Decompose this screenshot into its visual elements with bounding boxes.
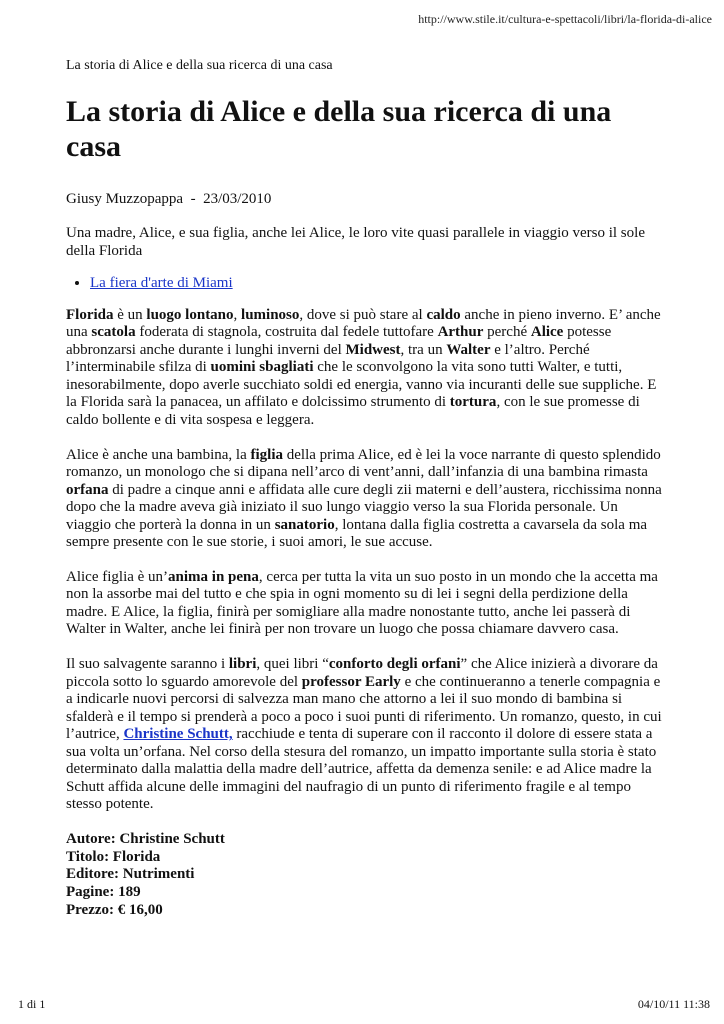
emphasis-text: figlia <box>250 446 283 463</box>
paragraph-text: Alice figlia è un’ <box>66 568 169 585</box>
related-links-list <box>66 274 662 292</box>
paragraph-text: , cerca per tutta la vita un suo posto in un mondo che la accetta ma non la assorbe mai del tutto e che spia in ogni momento su di lei i segni della perdizione della madre. E Alice, la figlia, finirà per somigliare alla madre nonostante tutto, anche lei passerà di Walter in Walter, anche lei finirà per non trovare un luogo che possa chiamare davvero casa. <box>66 568 658 638</box>
byline <box>66 191 662 208</box>
emphasis-text: Walter <box>446 341 491 358</box>
paragraph-text: racchiude e tenta di superare con il racconto il dolore di essere stata a sua volta un’orfana. Nel corso della stesura del romanzo, un impatto importante sulla storia è stato determinato dalla malattia della madre dell’autrice, affetta da demenza senile: e ad Alice madre la Schutt affida alcune delle immagini del naufragio di un punto di riferimento fragile e al tempo stesso potente. <box>66 726 657 813</box>
emphasis-text: Florida <box>66 306 114 323</box>
emphasis-text: anima in pena <box>168 568 259 585</box>
paragraph-text: , <box>233 306 242 323</box>
paragraph-text: potesse abbronzarsi anche durante i lunghi inverni del <box>66 324 612 358</box>
paragraph-text: , tra un <box>400 341 447 358</box>
print-timestamp: 04/10/11 11:38 <box>637 997 710 1011</box>
emphasis-text: Midwest <box>345 341 401 358</box>
author-link[interactable]: Christine Schutt, <box>123 726 233 743</box>
page-url-header: http://www.stile.it/cultura-e-spettacoli/libri/la-florida-di-alice <box>418 12 712 26</box>
paragraph-text: e che continueranno a tenerle compagnia e a indicarle nuovi percorsi di salvezza man mano che attorno a lei il suo mondo di bambina si sfalderà e il tempo si prenderà a poco a poco i suoi punti di riferimento. Un romanzo, questo, in cui l’autrice, <box>66 673 662 743</box>
paragraph-text: anche in pieno inverno. E’ anche una <box>66 306 661 341</box>
paragraph-text: Il suo salvagente saranno i <box>66 655 229 672</box>
emphasis-text: libri <box>228 655 257 672</box>
book-title: Titolo: Florida <box>66 848 161 865</box>
article-title: La storia di Alice e della sua ricerca di una casa <box>66 95 612 164</box>
article-content <box>66 58 662 919</box>
book-info <box>66 831 662 919</box>
emphasis-text: luminoso <box>241 306 300 323</box>
emphasis-text: Alice <box>530 324 564 341</box>
emphasis-text: Arthur <box>437 324 484 341</box>
body-paragraph <box>66 447 662 552</box>
article-summary: Una madre, Alice, e sua figlia, anche lei Alice, le loro vite quasi parallele in viaggio verso il sole della Florida <box>66 224 645 260</box>
emphasis-text: orfana <box>66 481 109 498</box>
page-label: La storia di Alice e della sua ricerca di una casa <box>66 58 333 73</box>
paragraph-text: Alice è anche una bambina, la <box>66 446 251 463</box>
emphasis-text: uomini sbagliati <box>210 359 314 376</box>
article-body <box>66 307 662 814</box>
page-count: 1 di 1 <box>18 997 46 1011</box>
paragraph-text: ” che Alice inizierà a divorare da piccola sotto lo sguardo amorevole del <box>66 655 658 690</box>
body-paragraph <box>66 307 662 430</box>
byline-author: Giusy Muzzopappa <box>66 190 184 207</box>
paragraph-text: , con le sue promesse di caldo bollente e di vita sospesa e leggera. <box>66 394 640 428</box>
emphasis-text: conforto degli orfani <box>328 655 461 672</box>
related-link[interactable]: La fiera d'arte di Miami <box>90 275 233 292</box>
paragraph-text: è un <box>113 306 147 323</box>
byline-date: 23/03/2010 <box>203 190 272 207</box>
book-publisher: Editore: Nutrimenti <box>66 866 195 883</box>
paragraph-text: della prima Alice, ed è lei la voce narrante di questo splendido romanzo, un monologo che si dipana nell’arco di vent’anni, dall’infanzia di una bambina rimasta <box>66 446 661 481</box>
paragraph-text: , lontana dalla figlia costretta a cavarsela da sola ma sempre presente con le sue storie, i suoi amori, le sue accuse. <box>66 516 648 551</box>
emphasis-text: professor Early <box>301 673 401 690</box>
paragraph-text: , dove si può stare al <box>299 306 427 323</box>
paragraph-text: , quei libri “ <box>256 655 329 672</box>
paragraph-text: e l’altro. Perché l’interminabile sfilza di <box>66 341 590 376</box>
related-link-item <box>90 274 662 292</box>
paragraph-text: di padre a cinque anni e affidata alle cure degli zii materni e dell’austera, ricchissima nonna dopo che la madre aveva già iniziato il suo lungo viaggio verso la sua Florida personale. Un viaggio che porterà la donna in un <box>66 481 662 533</box>
book-price: Prezzo: € 16,00 <box>66 901 163 918</box>
emphasis-text: luogo lontano <box>146 306 234 323</box>
emphasis-text: sanatorio <box>274 516 335 533</box>
body-paragraph <box>66 569 662 639</box>
byline-separator: - <box>190 190 196 207</box>
emphasis-text: caldo <box>426 306 461 323</box>
paragraph-text: foderata di stagnola, costruita dal fedele tuttofare <box>135 324 438 341</box>
emphasis-text: scatola <box>91 324 136 341</box>
emphasis-text: tortura <box>449 394 497 411</box>
book-pages: Pagine: 189 <box>66 883 141 900</box>
book-author: Autore: Christine Schutt <box>66 830 225 847</box>
paragraph-text: che le sconvolgono la vita sono tutti Walter, e tutti, inesorabilmente, dopo averle succhiato soldi ed energia, vanno via incuranti delle sue suppliche. E la Florida sarà la panacea, un affilato e dolcissimo strumento di <box>66 359 657 411</box>
body-paragraph <box>66 656 662 814</box>
paragraph-text: perché <box>483 324 531 341</box>
